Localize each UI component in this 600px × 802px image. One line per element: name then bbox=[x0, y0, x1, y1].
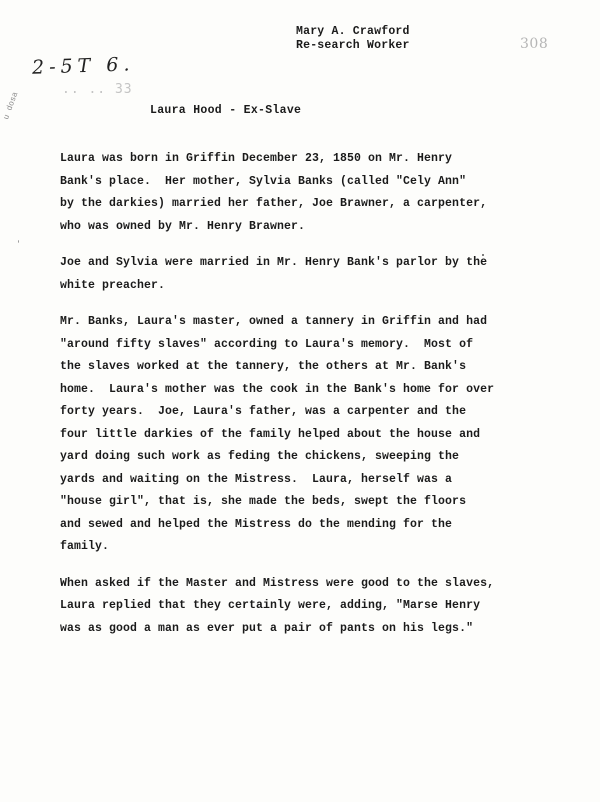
text-line: home. Laura's mother was the cook in the Bank's home for over bbox=[60, 382, 495, 396]
text-line: When asked if the Master and Mistress were good to the slaves, bbox=[60, 576, 495, 590]
document-body bbox=[60, 148, 540, 654]
page-number: 308 bbox=[520, 36, 549, 52]
margin-mark: u dosa bbox=[2, 90, 21, 122]
author-block bbox=[296, 25, 410, 53]
text-line: Joe and Sylvia were married in Mr. Henry Bank's parlor by the bbox=[60, 256, 488, 269]
paragraph bbox=[60, 573, 540, 641]
text-line: Laura was born in Griffin December 23, 1850 on Mr. Henry bbox=[60, 152, 453, 165]
text-line: family. bbox=[60, 540, 110, 553]
text-line: "house girl", that is, she made the beds, swept the floors bbox=[60, 495, 467, 508]
scan-speck bbox=[482, 254, 484, 256]
text-line: four little darkies of the family helped about the house and bbox=[60, 427, 481, 441]
faint-stamp: .. .. 33 bbox=[62, 82, 133, 97]
paragraph bbox=[60, 252, 540, 297]
text-line: who was owned by Mr. Henry Brawner. bbox=[60, 219, 306, 233]
text-line: Laura replied that they certainly were, adding, "Marse Henry bbox=[60, 599, 481, 612]
text-line: yard doing such work as feding the chickens, sweeping the bbox=[60, 450, 460, 463]
author-name: Mary A. Crawford bbox=[296, 25, 410, 38]
document-title: Laura Hood - Ex-Slave bbox=[150, 104, 302, 117]
paragraph bbox=[60, 311, 540, 559]
text-line: and sewed and helped the Mistress do the mending for the bbox=[60, 517, 453, 531]
scan-speck bbox=[18, 240, 19, 243]
text-line: yards and waiting on the Mistress. Laura, herself was a bbox=[60, 472, 453, 486]
text-line: white preacher. bbox=[60, 278, 166, 292]
text-line: Mr. Banks, Laura's master, owned a tannery in Griffin and had bbox=[60, 315, 488, 328]
handwritten-note: 2-5T 6. bbox=[31, 53, 135, 79]
text-line: the slaves worked at the tannery, the others at Mr. Bank's bbox=[60, 360, 467, 373]
author-role: Re-search Worker bbox=[296, 39, 410, 52]
text-line: "around fifty slaves" according to Laura's memory. Most of bbox=[60, 337, 474, 351]
text-line: forty years. Joe, Laura's father, was a carpenter and the bbox=[60, 405, 467, 418]
text-line: Bank's place. Her mother, Sylvia Banks (called "Cely Ann" bbox=[60, 174, 467, 188]
text-line: by the darkies) married her father, Joe Brawner, a carpenter, bbox=[60, 197, 488, 210]
paragraph bbox=[60, 148, 540, 238]
text-line: was as good a man as ever put a pair of pants on his legs." bbox=[60, 621, 474, 635]
